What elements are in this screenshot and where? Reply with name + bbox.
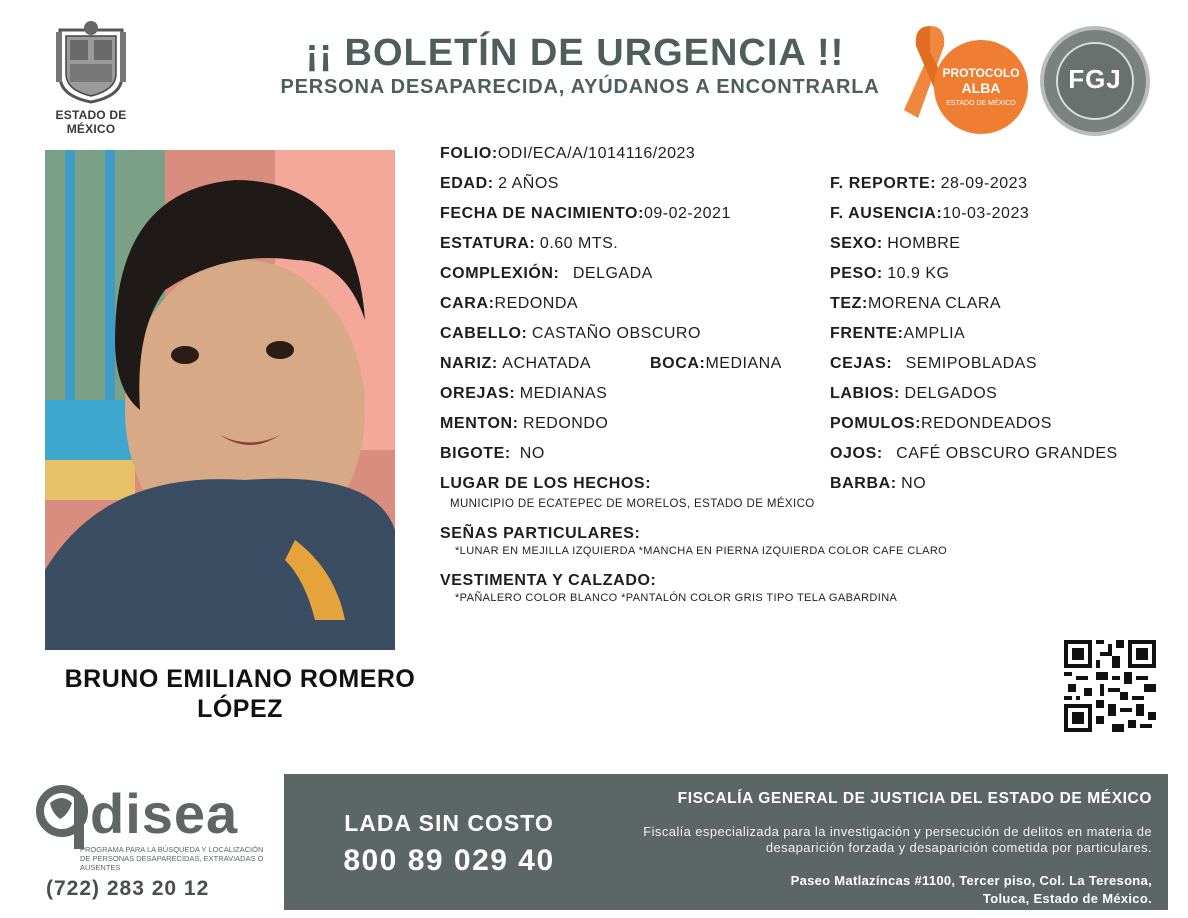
field-value: 10-03-2023 <box>942 205 1030 222</box>
field-label: FRENTE: <box>830 325 904 342</box>
fgj-seal <box>1040 26 1150 136</box>
field-orejas <box>440 385 607 403</box>
field-label: F. AUSENCIA: <box>830 205 943 222</box>
field-sexo <box>830 235 960 253</box>
protocolo-alba-logo <box>900 22 1030 132</box>
field-label: BOCA: <box>650 355 706 372</box>
address-line2: Toluca, Estado de México. <box>982 891 1152 906</box>
field-menton <box>440 415 608 433</box>
odisea-logo <box>36 782 276 915</box>
fiscalia-address <box>791 872 1152 908</box>
alba-line2: ALBA <box>961 80 1001 96</box>
field-label: CARA: <box>440 295 495 312</box>
field-label: F. REPORTE: <box>830 175 937 192</box>
field-ojos <box>830 445 1118 463</box>
coat-of-arms-icon <box>52 18 130 104</box>
alba-line3: ESTADO DE MÉXICO <box>946 100 1016 107</box>
field-lugar-label <box>440 475 651 493</box>
field-f-reporte <box>830 175 1027 193</box>
field-value: NO <box>901 475 927 492</box>
fiscalia-title: FISCALÍA GENERAL DE JUSTICIA DEL ESTADO DE MÉXICO <box>677 790 1152 807</box>
field-pomulos <box>830 415 1052 433</box>
field-peso <box>830 265 949 283</box>
qr-code[interactable] <box>1064 640 1156 732</box>
fgj-text: FGJ <box>1068 64 1122 94</box>
field-value: AMPLIA <box>903 325 966 342</box>
field-label: SEÑAS PARTICULARES: <box>440 525 641 542</box>
lada-number[interactable]: 800 89 029 40 <box>343 844 555 877</box>
field-label: BIGOTE: <box>440 445 511 462</box>
field-value: DELGADA <box>572 265 653 282</box>
field-label: ESTATURA: <box>440 235 536 252</box>
field-label: LUGAR DE LOS HECHOS: <box>440 475 652 492</box>
fiscalia-description: Fiscalía especializada para la investigación y persecución de delitos en materia de desaparición forzada y desaparición cometida por particulares. <box>643 824 1152 855</box>
child-portrait-image <box>45 150 395 650</box>
field-cara <box>440 295 578 313</box>
person-name-line2: LÓPEZ <box>197 695 283 723</box>
field-complexion <box>440 265 653 283</box>
field-value: ODI/ECA/A/1014116/2023 <box>497 145 696 162</box>
field-labios <box>830 385 997 403</box>
field-value: ACHATADA <box>502 355 592 372</box>
field-cejas <box>830 355 1037 373</box>
state-caption: ESTADO DE MÉXICO <box>55 108 127 136</box>
map-pin-icon <box>36 785 92 849</box>
field-label: SEXO: <box>830 235 883 252</box>
bulletin-title: ¡¡ BOLETÍN DE URGENCIA !! <box>305 32 845 74</box>
field-frente <box>830 325 965 343</box>
lada-label: LADA SIN COSTO <box>344 810 554 836</box>
field-senas-label <box>440 525 640 543</box>
field-fecha-nacimiento <box>440 205 731 223</box>
field-value: 09-02-2021 <box>644 205 731 222</box>
field-label: LABIOS: <box>830 385 900 402</box>
field-label: CEJAS: <box>830 355 893 372</box>
qr-code-icon <box>1064 640 1156 732</box>
field-label: FOLIO: <box>440 145 498 162</box>
field-value: 0.60 MTS. <box>539 235 619 252</box>
field-barba <box>830 475 926 493</box>
field-f-ausencia <box>830 205 1029 223</box>
field-label: CABELLO: <box>440 325 528 342</box>
field-value: NO <box>519 445 545 462</box>
field-label: POMULOS: <box>830 415 922 432</box>
field-value: HOMBRE <box>887 235 961 252</box>
field-value: 10.9 KG <box>887 265 950 282</box>
field-label: FECHA DE NACIMIENTO: <box>440 205 644 222</box>
field-label: TEZ: <box>830 295 868 312</box>
field-label: PESO: <box>830 265 883 282</box>
contact-band <box>284 774 1168 910</box>
field-cabello <box>440 325 701 343</box>
field-nariz <box>440 355 591 373</box>
field-value: DELGADOS <box>904 385 998 402</box>
odisea-description: PROGRAMA PARA LA BÚSQUEDA Y LOCALIZACIÓN DE PERSONAS DESAPARECIDAS, EXTRAVIADAS O AUSENTES <box>80 845 264 872</box>
field-vestimenta-value: *PAÑALERO COLOR BLANCO *PANTALÓN COLOR GRIS TIPO TELA GABARDINA <box>455 592 898 604</box>
field-value: CAFÉ OBSCURO GRANDES <box>896 445 1118 462</box>
state-logo <box>30 18 152 136</box>
field-vestimenta-label <box>440 572 656 590</box>
person-name-line1: BRUNO EMILIANO ROMERO <box>64 665 416 693</box>
field-value: CASTAÑO OBSCURO <box>531 325 701 342</box>
field-lugar-value: MUNICIPIO DE ECATEPEC DE MORELOS, ESTADO DE MÉXICO <box>450 498 815 510</box>
field-label: COMPLEXIÓN: <box>440 265 560 282</box>
field-bigote <box>440 445 545 463</box>
person-name <box>30 664 450 724</box>
field-label: VESTIMENTA Y CALZADO: <box>440 572 657 589</box>
field-value: MORENA CLARA <box>867 295 1002 312</box>
field-folio <box>440 145 695 163</box>
field-value: SEMIPOBLADAS <box>905 355 1037 372</box>
odisea-phone[interactable]: (722) 283 20 12 <box>46 877 210 900</box>
alba-line1: PROTOCOLO <box>942 66 1020 80</box>
field-tez <box>830 295 1001 313</box>
field-edad <box>440 175 559 193</box>
field-label: OJOS: <box>830 445 883 462</box>
field-label: EDAD: <box>440 175 494 192</box>
field-boca <box>650 355 782 373</box>
field-label: OREJAS: <box>440 385 516 402</box>
field-label: BARBA: <box>830 475 897 492</box>
field-value: REDONDA <box>494 295 579 312</box>
field-label: MENTON: <box>440 415 519 432</box>
field-value: 28-09-2023 <box>940 175 1028 192</box>
field-value: REDONDO <box>523 415 609 432</box>
field-value: MEDIANAS <box>519 385 608 402</box>
odisea-word: disea <box>90 782 239 845</box>
field-senas-value: *LUNAR EN MEJILLA IZQUIERDA *MANCHA EN PIERNA IZQUIERDA COLOR CAFE CLARO <box>455 545 948 557</box>
field-estatura <box>440 235 618 253</box>
address-line1: Paseo Matlazíncas #1100, Tercer piso, Col. La Teresona, <box>790 873 1152 888</box>
bulletin-subtitle: PERSONA DESAPARECIDA, AYÚDANOS A ENCONTRARLA <box>280 76 880 98</box>
field-value: REDONDEADOS <box>921 415 1052 432</box>
field-label: NARIZ: <box>440 355 498 372</box>
field-value: MEDIANA <box>705 355 782 372</box>
missing-person-photo <box>45 150 395 650</box>
field-value: 2 AÑOS <box>498 175 559 192</box>
